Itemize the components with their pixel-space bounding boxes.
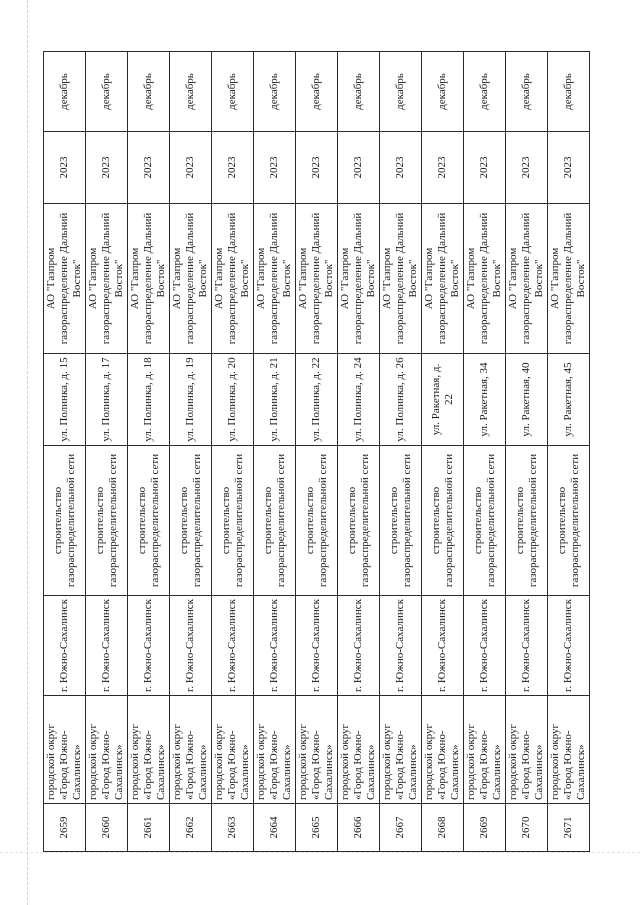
table-row: [128, 52, 170, 852]
table-row: [86, 52, 128, 852]
municipality-cell: городской округ «Город Южно-Сахалинск»: [212, 696, 254, 804]
row-number: 2664: [254, 804, 296, 852]
address-cell: ул. Ракетная, 34: [464, 354, 506, 446]
year-cell: 2023: [212, 132, 254, 204]
organization-cell: АО "Газпром газораспределение Дальний Восток": [170, 204, 212, 354]
month-cell: декабрь: [506, 52, 548, 132]
municipality-cell: городской округ «Город Южно-Сахалинск»: [254, 696, 296, 804]
year-cell: 2023: [548, 132, 590, 204]
address-cell: ул. Полинка, д. 19: [170, 354, 212, 446]
locality-cell: г. Южно-Сахалинск: [548, 596, 590, 696]
year-cell: 2023: [338, 132, 380, 204]
year-cell: 2023: [44, 132, 86, 204]
locality-cell: г. Южно-Сахалинск: [44, 596, 86, 696]
year-cell: 2023: [296, 132, 338, 204]
organization-cell: АО "Газпром газораспределение Дальний Восток": [44, 204, 86, 354]
organization-cell: АО "Газпром газораспределение Дальний Восток": [254, 204, 296, 354]
work-type-cell: строительство газораспределительной сети: [548, 446, 590, 596]
locality-cell: г. Южно-Сахалинск: [506, 596, 548, 696]
organization-cell: АО "Газпром газораспределение Дальний Восток": [380, 204, 422, 354]
locality-cell: г. Южно-Сахалинск: [296, 596, 338, 696]
table-row: [506, 52, 548, 852]
locality-cell: г. Южно-Сахалинск: [86, 596, 128, 696]
organization-cell: АО "Газпром газораспределение Дальний Восток": [548, 204, 590, 354]
locality-cell: г. Южно-Сахалинск: [422, 596, 464, 696]
row-number: 2670: [506, 804, 548, 852]
month-cell: декабрь: [338, 52, 380, 132]
address-cell: ул. Полинка, д. 15: [44, 354, 86, 446]
scan-fold-line-vertical: [27, 0, 28, 905]
locality-cell: г. Южно-Сахалинск: [380, 596, 422, 696]
row-number: 2667: [380, 804, 422, 852]
locality-cell: г. Южно-Сахалинск: [212, 596, 254, 696]
table-row: [422, 52, 464, 852]
year-cell: 2023: [464, 132, 506, 204]
gasification-registry-table: [43, 51, 590, 852]
work-type-cell: строительство газораспределительной сети: [464, 446, 506, 596]
row-number: 2659: [44, 804, 86, 852]
municipality-cell: городской округ «Город Южно-Сахалинск»: [128, 696, 170, 804]
address-cell: ул. Ракетная, д. 22: [422, 354, 464, 446]
organization-cell: АО "Газпром газораспределение Дальний Восток": [422, 204, 464, 354]
month-cell: декабрь: [296, 52, 338, 132]
work-type-cell: строительство газораспределительной сети: [338, 446, 380, 596]
organization-cell: АО "Газпром газораспределение Дальний Восток": [506, 204, 548, 354]
month-cell: декабрь: [548, 52, 590, 132]
municipality-cell: городской округ «Город Южно-Сахалинск»: [338, 696, 380, 804]
address-cell: ул. Ракетная, 45: [548, 354, 590, 446]
organization-cell: АО "Газпром газораспределение Дальний Восток": [296, 204, 338, 354]
month-cell: декабрь: [44, 52, 86, 132]
organization-cell: АО "Газпром газораспределение Дальний Восток": [86, 204, 128, 354]
year-cell: 2023: [380, 132, 422, 204]
municipality-cell: городской округ «Город Южно-Сахалинск»: [296, 696, 338, 804]
organization-cell: АО "Газпром газораспределение Дальний Восток": [338, 204, 380, 354]
organization-cell: АО "Газпром газораспределение Дальний Восток": [128, 204, 170, 354]
work-type-cell: строительство газораспределительной сети: [86, 446, 128, 596]
row-number: 2662: [170, 804, 212, 852]
municipality-cell: городской округ «Город Южно-Сахалинск»: [86, 696, 128, 804]
work-type-cell: строительство газораспределительной сети: [212, 446, 254, 596]
municipality-cell: городской округ «Город Южно-Сахалинск»: [380, 696, 422, 804]
month-cell: декабрь: [128, 52, 170, 132]
municipality-cell: городской округ «Город Южно-Сахалинск»: [422, 696, 464, 804]
work-type-cell: строительство газораспределительной сети: [296, 446, 338, 596]
row-number: 2665: [296, 804, 338, 852]
locality-cell: г. Южно-Сахалинск: [128, 596, 170, 696]
work-type-cell: строительство газораспределительной сети: [506, 446, 548, 596]
locality-cell: г. Южно-Сахалинск: [254, 596, 296, 696]
table-row: [254, 52, 296, 852]
row-number: 2660: [86, 804, 128, 852]
table-row: [44, 52, 86, 852]
work-type-cell: строительство газораспределительной сети: [128, 446, 170, 596]
row-number: 2671: [548, 804, 590, 852]
table-row: [548, 52, 590, 852]
address-cell: ул. Полинка, д. 17: [86, 354, 128, 446]
address-cell: ул. Полинка, д. 26: [380, 354, 422, 446]
table-row: [338, 52, 380, 852]
address-cell: ул. Полинка, д. 24: [338, 354, 380, 446]
address-cell: ул. Полинка, д. 20: [212, 354, 254, 446]
row-number: 2661: [128, 804, 170, 852]
month-cell: декабрь: [254, 52, 296, 132]
organization-cell: АО "Газпром газораспределение Дальний Восток": [212, 204, 254, 354]
year-cell: 2023: [254, 132, 296, 204]
work-type-cell: строительство газораспределительной сети: [254, 446, 296, 596]
work-type-cell: строительство газораспределительной сети: [170, 446, 212, 596]
month-cell: декабрь: [170, 52, 212, 132]
address-cell: ул. Полинка, д. 21: [254, 354, 296, 446]
year-cell: 2023: [86, 132, 128, 204]
municipality-cell: городской округ «Город Южно-Сахалинск»: [548, 696, 590, 804]
address-cell: ул. Полинка, д. 22: [296, 354, 338, 446]
organization-cell: АО "Газпром газораспределение Дальний Восток": [464, 204, 506, 354]
month-cell: декабрь: [422, 52, 464, 132]
municipality-cell: городской округ «Город Южно-Сахалинск»: [44, 696, 86, 804]
locality-cell: г. Южно-Сахалинск: [464, 596, 506, 696]
year-cell: 2023: [170, 132, 212, 204]
rotated-page: [43, 52, 587, 852]
municipality-cell: городской округ «Город Южно-Сахалинск»: [170, 696, 212, 804]
year-cell: 2023: [128, 132, 170, 204]
work-type-cell: строительство газораспределительной сети: [422, 446, 464, 596]
locality-cell: г. Южно-Сахалинск: [170, 596, 212, 696]
year-cell: 2023: [506, 132, 548, 204]
work-type-cell: строительство газораспределительной сети: [44, 446, 86, 596]
month-cell: декабрь: [380, 52, 422, 132]
address-cell: ул. Полинка, д. 18: [128, 354, 170, 446]
row-number: 2668: [422, 804, 464, 852]
municipality-cell: городской округ «Город Южно-Сахалинск»: [506, 696, 548, 804]
row-number: 2666: [338, 804, 380, 852]
table-row: [296, 52, 338, 852]
table-row: [380, 52, 422, 852]
table-body: [44, 52, 590, 852]
month-cell: декабрь: [464, 52, 506, 132]
address-cell: ул. Ракетная, 40: [506, 354, 548, 446]
month-cell: декабрь: [86, 52, 128, 132]
table-row: [464, 52, 506, 852]
table-row: [170, 52, 212, 852]
locality-cell: г. Южно-Сахалинск: [338, 596, 380, 696]
work-type-cell: строительство газораспределительной сети: [380, 446, 422, 596]
municipality-cell: городской округ «Город Южно-Сахалинск»: [464, 696, 506, 804]
row-number: 2669: [464, 804, 506, 852]
row-number: 2663: [212, 804, 254, 852]
scan-fold-line-horizontal: [0, 852, 640, 853]
table-row: [212, 52, 254, 852]
year-cell: 2023: [422, 132, 464, 204]
month-cell: декабрь: [212, 52, 254, 132]
